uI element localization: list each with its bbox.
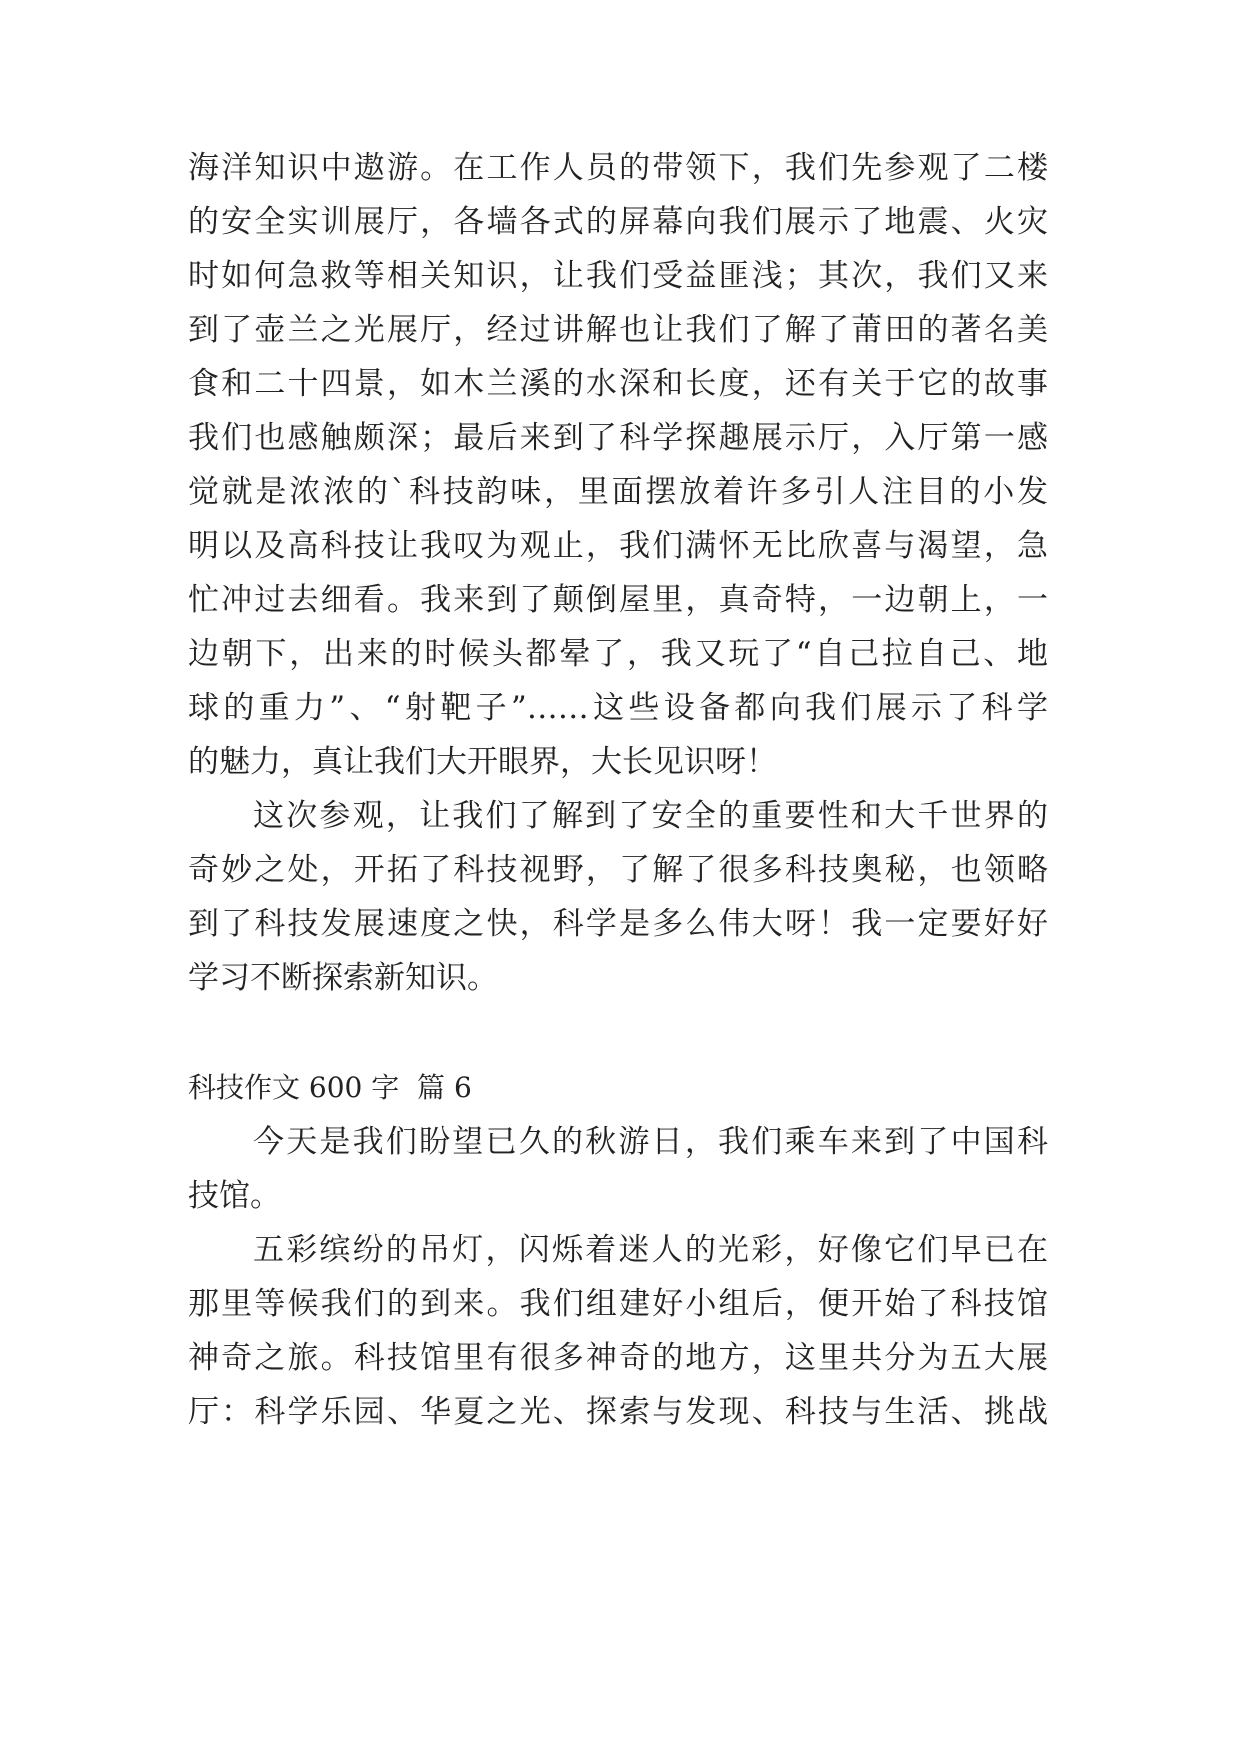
text-line: 球的重力”、“射靶子”……这些设备都向我们展示了科学 bbox=[188, 690, 1048, 726]
text-line: 时如何急救等相关知识，让我们受益匪浅；其次，我们又来 bbox=[188, 258, 1048, 294]
text-line: 边朝下，出来的时候头都晕了，我又玩了“自己拉自己、地 bbox=[188, 636, 1048, 672]
text-line: 到了壶兰之光展厅，经过讲解也让我们了解了莆田的著名美 bbox=[188, 312, 1048, 348]
text-line: 这次参观，让我们了解到了安全的重要性和大千世界的 bbox=[253, 798, 1048, 834]
text-line: 忙冲过去细看。我来到了颠倒屋里，真奇特，一边朝上，一 bbox=[188, 582, 1048, 618]
text-line: 的魅力，真让我们大开眼界，大长见识呀！ bbox=[188, 744, 777, 780]
section-heading: 科技作文 600 字 篇 6 bbox=[188, 1071, 472, 1104]
text-line: 海洋知识中遨游。在工作人员的带领下，我们先参观了二楼 bbox=[188, 150, 1048, 186]
text-line: 厅：科学乐园、华夏之光、探索与发现、科技与生活、挑战 bbox=[188, 1394, 1048, 1430]
text-line: 食和二十四景，如木兰溪的水深和长度，还有关于它的故事 bbox=[188, 366, 1048, 402]
text-line: 明以及高科技让我叹为观止，我们满怀无比欣喜与渴望，急 bbox=[188, 528, 1048, 564]
text-line: 我们也感触颇深；最后来到了科学探趣展示厅，入厅第一感 bbox=[188, 420, 1048, 456]
text-line: 的安全实训展厅，各墙各式的屏幕向我们展示了地震、火灾 bbox=[188, 204, 1048, 240]
text-line: 那里等候我们的到来。我们组建好小组后，便开始了科技馆 bbox=[188, 1286, 1048, 1322]
text-line: 技馆。 bbox=[188, 1178, 281, 1214]
text-line: 学习不断探索新知识。 bbox=[188, 960, 498, 996]
text-line: 到了科技发展速度之快，科学是多么伟大呀！我一定要好好 bbox=[188, 906, 1048, 942]
text-line: 五彩缤纷的吊灯，闪烁着迷人的光彩，好像它们早已在 bbox=[253, 1232, 1048, 1268]
text-line: 奇妙之处，开拓了科技视野，了解了很多科技奥秘，也领略 bbox=[188, 852, 1048, 888]
text-line: 今天是我们盼望已久的秋游日，我们乘车来到了中国科 bbox=[253, 1124, 1048, 1160]
text-line: 神奇之旅。科技馆里有很多神奇的地方，这里共分为五大展 bbox=[188, 1340, 1048, 1376]
text-line: 觉就是浓浓的`科技韵味，里面摆放着许多引人注目的小发 bbox=[188, 474, 1048, 510]
